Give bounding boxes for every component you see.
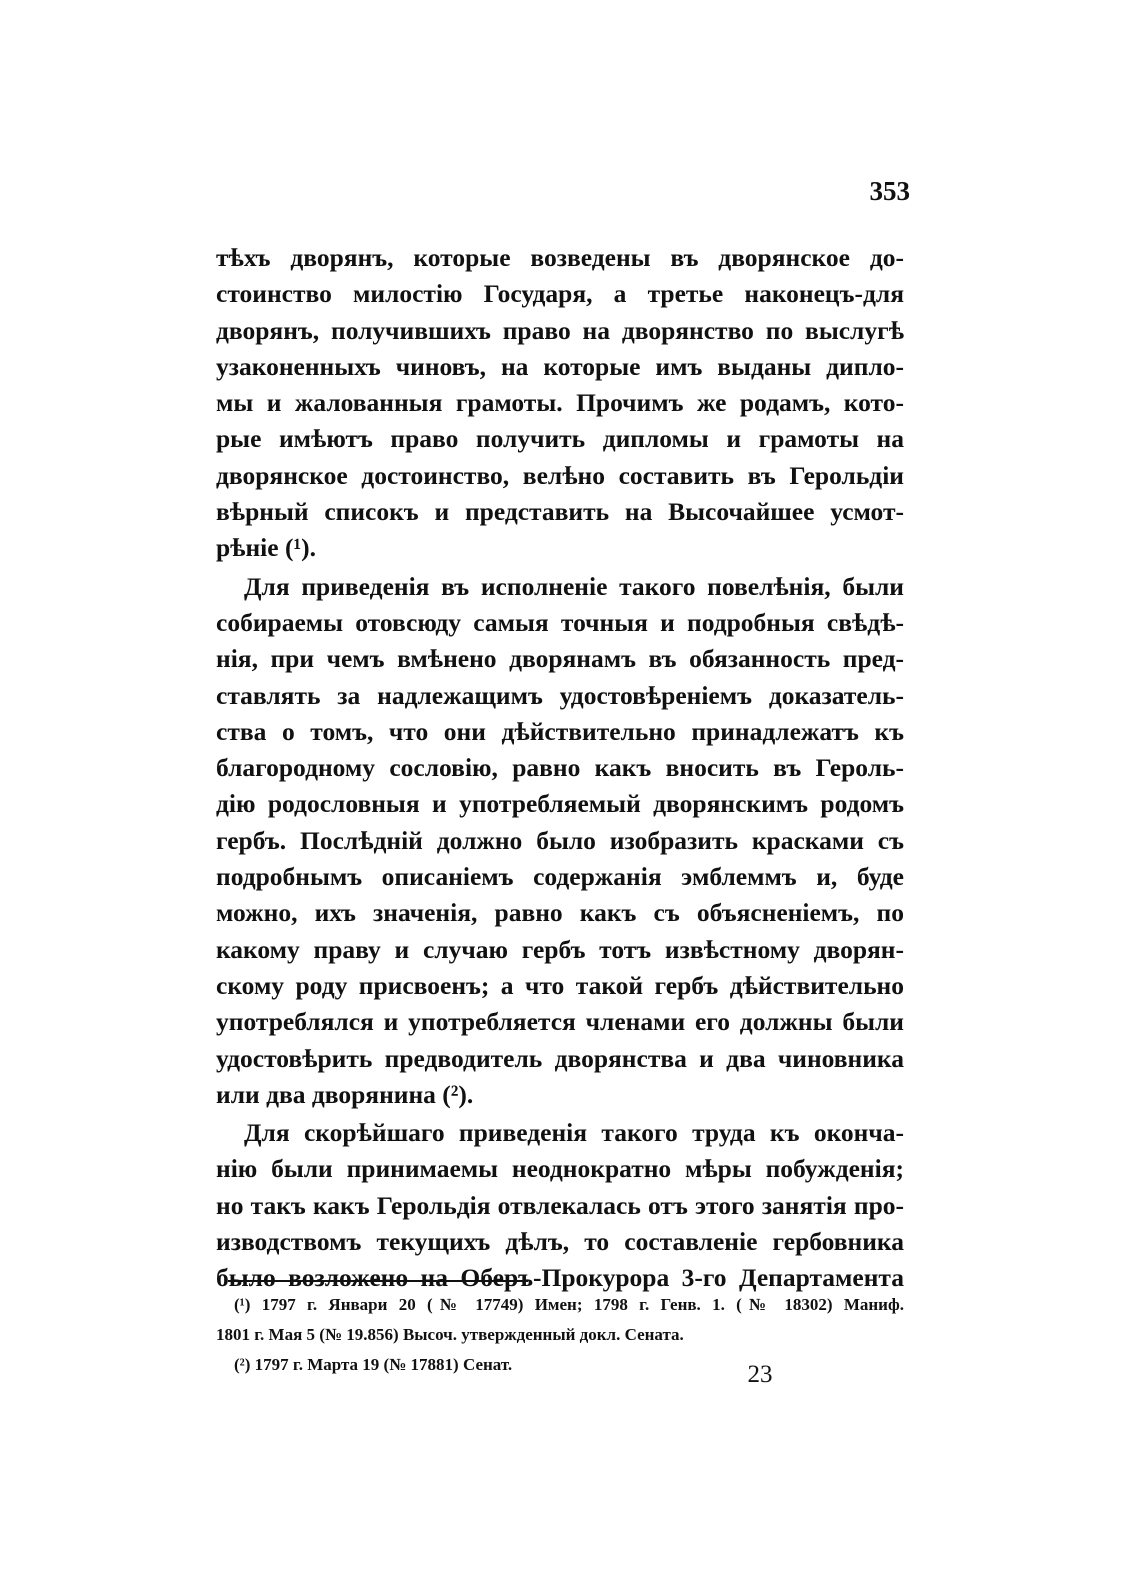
footnote-line: 1801 г. Мая 5 (№ 19.856) Высоч. утвержденный докл. Сената. bbox=[216, 1325, 684, 1344]
text-line: употреблялся и употребляется членами его должны были bbox=[216, 1007, 904, 1037]
text-line: мы и жалованныя грамоты. Прочимъ же родамъ, кото- bbox=[216, 388, 904, 418]
footnote-line: (¹) 1797 г. Январи 20 (№ 17749) Имен; 1798 г. Генв. 1. (№ 18302) Маниф. bbox=[234, 1295, 904, 1314]
text-line: узаконенныхъ чиновъ, на которые имъ выданы дипло- bbox=[216, 351, 904, 381]
text-line: гербъ. Послѣдній должно было изобразить красками съ bbox=[216, 825, 904, 855]
text-line: или два дворянина (²). bbox=[216, 1079, 474, 1109]
text-line: Для скорѣйшаго приведенія такого труда къ оконча- bbox=[244, 1118, 904, 1148]
text-line: подробнымъ описаніемъ содержанія эмблеммъ и, буде bbox=[216, 862, 904, 892]
footnotes bbox=[216, 1290, 904, 1380]
main-text bbox=[216, 240, 904, 1297]
text-line: стоинство милостію Государя, а третье наконецъ-для bbox=[216, 279, 904, 309]
footnote-divider bbox=[228, 1280, 528, 1282]
text-line: удостовѣрить предводитель дворянства и два чиновника bbox=[216, 1043, 904, 1073]
text-line: нія, при чемъ вмѣнено дворянамъ въ обязанность пред- bbox=[216, 644, 904, 674]
text-line: собираемы отовсюду самыя точныя и подробныя свѣдѣ- bbox=[216, 607, 904, 637]
text-line: дворянское достоинство, велѣно составить въ Герольдіи bbox=[216, 460, 904, 490]
text-line: тѣхъ дворянъ, которые возведены въ дворянское до- bbox=[216, 243, 904, 272]
text-line: рѣніе (¹). bbox=[216, 533, 316, 563]
text-line: дію родословныя и употребляемый дворянскимъ родомъ bbox=[216, 789, 904, 819]
text-line: нію были принимаемы неоднократно мѣры побужденія; bbox=[216, 1154, 904, 1184]
footnote-line: (²) 1797 г. Марта 19 (№ 17881) Сенат. bbox=[234, 1355, 513, 1374]
text-line: Для приведенія въ исполненіе такого повелѣнія, были bbox=[244, 571, 904, 601]
text-line: ставлять за надлежащимъ удостовѣреніемъ доказатель- bbox=[216, 680, 904, 710]
text-line: можно, ихъ значенія, равно какъ съ объясненіемъ, по bbox=[216, 898, 904, 928]
text-line: какому праву и случаю гербъ тотъ извѣстному дворян- bbox=[216, 934, 904, 964]
text-line: благородному сословію, равно какъ вносить въ Героль- bbox=[216, 753, 904, 783]
text-line: изводствомъ текущихъ дѣлъ, то составленіе гербовника bbox=[216, 1227, 904, 1257]
text-line: дворянъ, получившихъ право на дворянство по выслугѣ bbox=[216, 315, 904, 345]
text-line: было возложено на Оберъ-Прокурора 3-го Департамента bbox=[216, 1263, 904, 1293]
text-line: ства о томъ, что они дѣйствительно принадлежатъ къ bbox=[216, 716, 904, 746]
page-number: 353 bbox=[869, 176, 910, 206]
text-line: рые имѣютъ право получить дипломы и грамоты на bbox=[216, 424, 904, 454]
signature-mark: 23 bbox=[747, 1361, 773, 1388]
text-line: вѣрный списокъ и представить на Высочайшее усмот- bbox=[216, 497, 904, 527]
text-line: но такъ какъ Герольдія отвлекалась отъ этого занятія про- bbox=[216, 1190, 904, 1220]
text-line: скому роду присвоенъ; а что такой гербъ дѣйствительно bbox=[216, 970, 904, 1000]
